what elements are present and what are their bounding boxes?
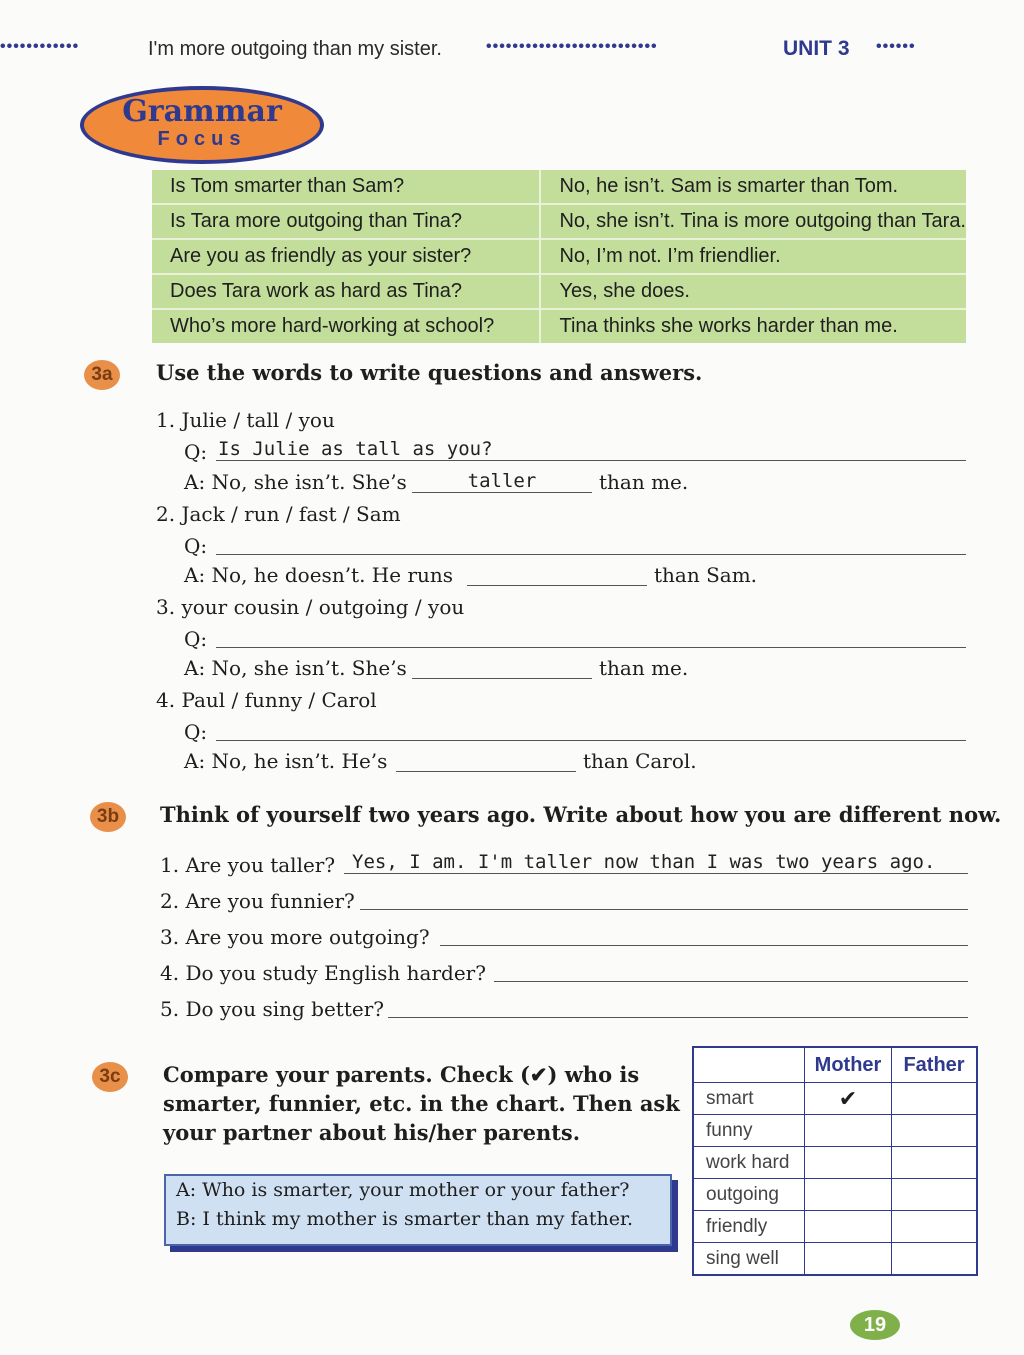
instruction-3a: Use the words to write questions and answers. xyxy=(156,360,703,385)
answer-blank[interactable] xyxy=(396,749,576,772)
exercise-question: 3. Are you more outgoing? xyxy=(160,925,430,949)
column-header-father: Father xyxy=(892,1047,978,1083)
answer-end: than Sam. xyxy=(654,563,758,587)
answer-line[interactable] xyxy=(388,995,968,1018)
badge-title: Grammar xyxy=(122,94,282,129)
dialog-line-b: B: I think my mother is smarter than my father. xyxy=(176,1208,633,1230)
grammar-answer: No, he isn’t. Sam is smarter than Tom. xyxy=(540,170,966,204)
answer-start: A: No, he doesn’t. He runs xyxy=(184,563,454,587)
grammar-question: Is Tom smarter than Sam? xyxy=(152,170,540,204)
mother-check-cell[interactable] xyxy=(805,1243,892,1276)
exercise-question: 4. Do you study English harder? xyxy=(160,961,486,985)
mother-check-cell[interactable] xyxy=(805,1179,892,1211)
question-answer-line[interactable] xyxy=(216,438,966,461)
q-label: Q: xyxy=(184,440,208,464)
section-marker-3a: 3a xyxy=(84,360,120,390)
answer-blank[interactable] xyxy=(467,563,647,586)
table-row xyxy=(693,1147,977,1179)
instruction-3c-line: smarter, funnier, etc. in the chart. Then ask xyxy=(163,1091,680,1116)
trait-label: friendly xyxy=(693,1211,805,1243)
mother-check-cell[interactable] xyxy=(805,1211,892,1243)
trait-label: work hard xyxy=(693,1147,805,1179)
table-row xyxy=(693,1211,977,1243)
answer-line[interactable] xyxy=(494,959,968,982)
answer-line[interactable] xyxy=(360,887,968,910)
answer-blank[interactable] xyxy=(412,656,592,679)
answer-text: Yes, I am. I'm taller now than I was two years ago. xyxy=(352,851,936,873)
table-row xyxy=(152,204,966,239)
mother-check-cell[interactable] xyxy=(805,1147,892,1179)
answer-end: than me. xyxy=(599,656,689,680)
parents-chart xyxy=(692,1046,978,1276)
answer-end: than Carol. xyxy=(583,749,697,773)
father-check-cell[interactable] xyxy=(892,1243,978,1276)
answer-fill-text: taller xyxy=(467,470,537,492)
father-check-cell[interactable] xyxy=(892,1115,978,1147)
question-answer-line[interactable] xyxy=(216,718,966,741)
unit-label: UNIT 3 xyxy=(783,37,850,60)
dialog-line-a: A: Who is smarter, your mother or your father? xyxy=(176,1179,630,1201)
exercise-question: 2. Are you funnier? xyxy=(160,889,355,913)
table-row xyxy=(152,170,966,204)
answer-line[interactable] xyxy=(344,851,968,874)
table-row xyxy=(693,1115,977,1147)
grammar-answer: Yes, she does. xyxy=(540,274,966,309)
father-check-cell[interactable] xyxy=(892,1147,978,1179)
question-answer-line[interactable] xyxy=(216,625,966,648)
exercise-prompt: 2. Jack / run / fast / Sam xyxy=(156,502,401,526)
chart-header-row xyxy=(693,1047,977,1083)
grammar-answer: No, I’m not. I’m friendlier. xyxy=(540,239,966,274)
mother-check-cell[interactable]: ✔ xyxy=(805,1083,892,1115)
mother-check-cell[interactable] xyxy=(805,1115,892,1147)
grammar-question: Is Tara more outgoing than Tina? xyxy=(152,204,540,239)
table-row xyxy=(152,274,966,309)
header-dots-left: •••••••••••• xyxy=(0,38,80,55)
page-number: 19 xyxy=(850,1310,900,1340)
table-row xyxy=(693,1179,977,1211)
exercise-question: 5. Do you sing better? xyxy=(160,997,384,1021)
grammar-question: Does Tara work as hard as Tina? xyxy=(152,274,540,309)
table-row xyxy=(693,1243,977,1276)
table-row xyxy=(152,309,966,343)
answer-line[interactable] xyxy=(440,923,968,946)
father-check-cell[interactable] xyxy=(892,1083,978,1115)
badge-subtitle: Focus xyxy=(157,128,247,150)
exercise-prompt: 4. Paul / funny / Carol xyxy=(156,688,377,712)
grammar-focus-badge xyxy=(80,86,324,164)
answer-start: A: No, she isn’t. She’s xyxy=(184,656,407,680)
table-row xyxy=(693,1083,977,1115)
chart-corner xyxy=(693,1047,805,1083)
father-check-cell[interactable] xyxy=(892,1211,978,1243)
trait-label: funny xyxy=(693,1115,805,1147)
grammar-question: Who’s more hard-working at school? xyxy=(152,309,540,343)
instruction-3b: Think of yourself two years ago. Write about how you are different now. xyxy=(160,802,1002,827)
q-label: Q: xyxy=(184,627,208,651)
answer-blank[interactable] xyxy=(412,470,592,493)
exercise-question: 1. Are you taller? xyxy=(160,853,336,877)
header-title: I'm more outgoing than my sister. xyxy=(148,38,442,60)
trait-label: smart xyxy=(693,1083,805,1115)
grammar-focus-table xyxy=(152,170,966,343)
header-dots-middle: •••••••••••••••••••••••••• xyxy=(486,38,658,55)
table-row xyxy=(152,239,966,274)
answer-start: A: No, he isn’t. He’s xyxy=(184,749,388,773)
answer-start: A: No, she isn’t. She’s xyxy=(184,470,407,494)
page-header xyxy=(0,34,1024,64)
q-label: Q: xyxy=(184,720,208,744)
father-check-cell[interactable] xyxy=(892,1179,978,1211)
grammar-answer: Tina thinks she works harder than me. xyxy=(559,315,898,337)
section-marker-3b: 3b xyxy=(90,802,126,832)
column-header-mother: Mother xyxy=(805,1047,892,1083)
trait-label: outgoing xyxy=(693,1179,805,1211)
exercise-prompt: 3. your cousin / outgoing / you xyxy=(156,595,465,619)
answer-end: than me. xyxy=(599,470,689,494)
section-marker-3c: 3c xyxy=(92,1062,128,1092)
question-answer-text: Is Julie as tall as you? xyxy=(218,438,493,460)
grammar-answer: No, she isn’t. Tina is more outgoing than Tara. xyxy=(540,204,966,239)
instruction-3c-line: Compare your parents. Check (✔) who is xyxy=(163,1062,640,1087)
q-label: Q: xyxy=(184,534,208,558)
exercise-prompt: 1. Julie / tall / you xyxy=(156,408,335,432)
instruction-3c-line: your partner about his/her parents. xyxy=(163,1120,581,1145)
trait-label: sing well xyxy=(693,1243,805,1276)
header-dots-right: •••••• xyxy=(876,38,916,55)
grammar-question: Are you as friendly as your sister? xyxy=(152,239,540,274)
example-dialog xyxy=(164,1174,672,1246)
question-answer-line[interactable] xyxy=(216,532,966,555)
